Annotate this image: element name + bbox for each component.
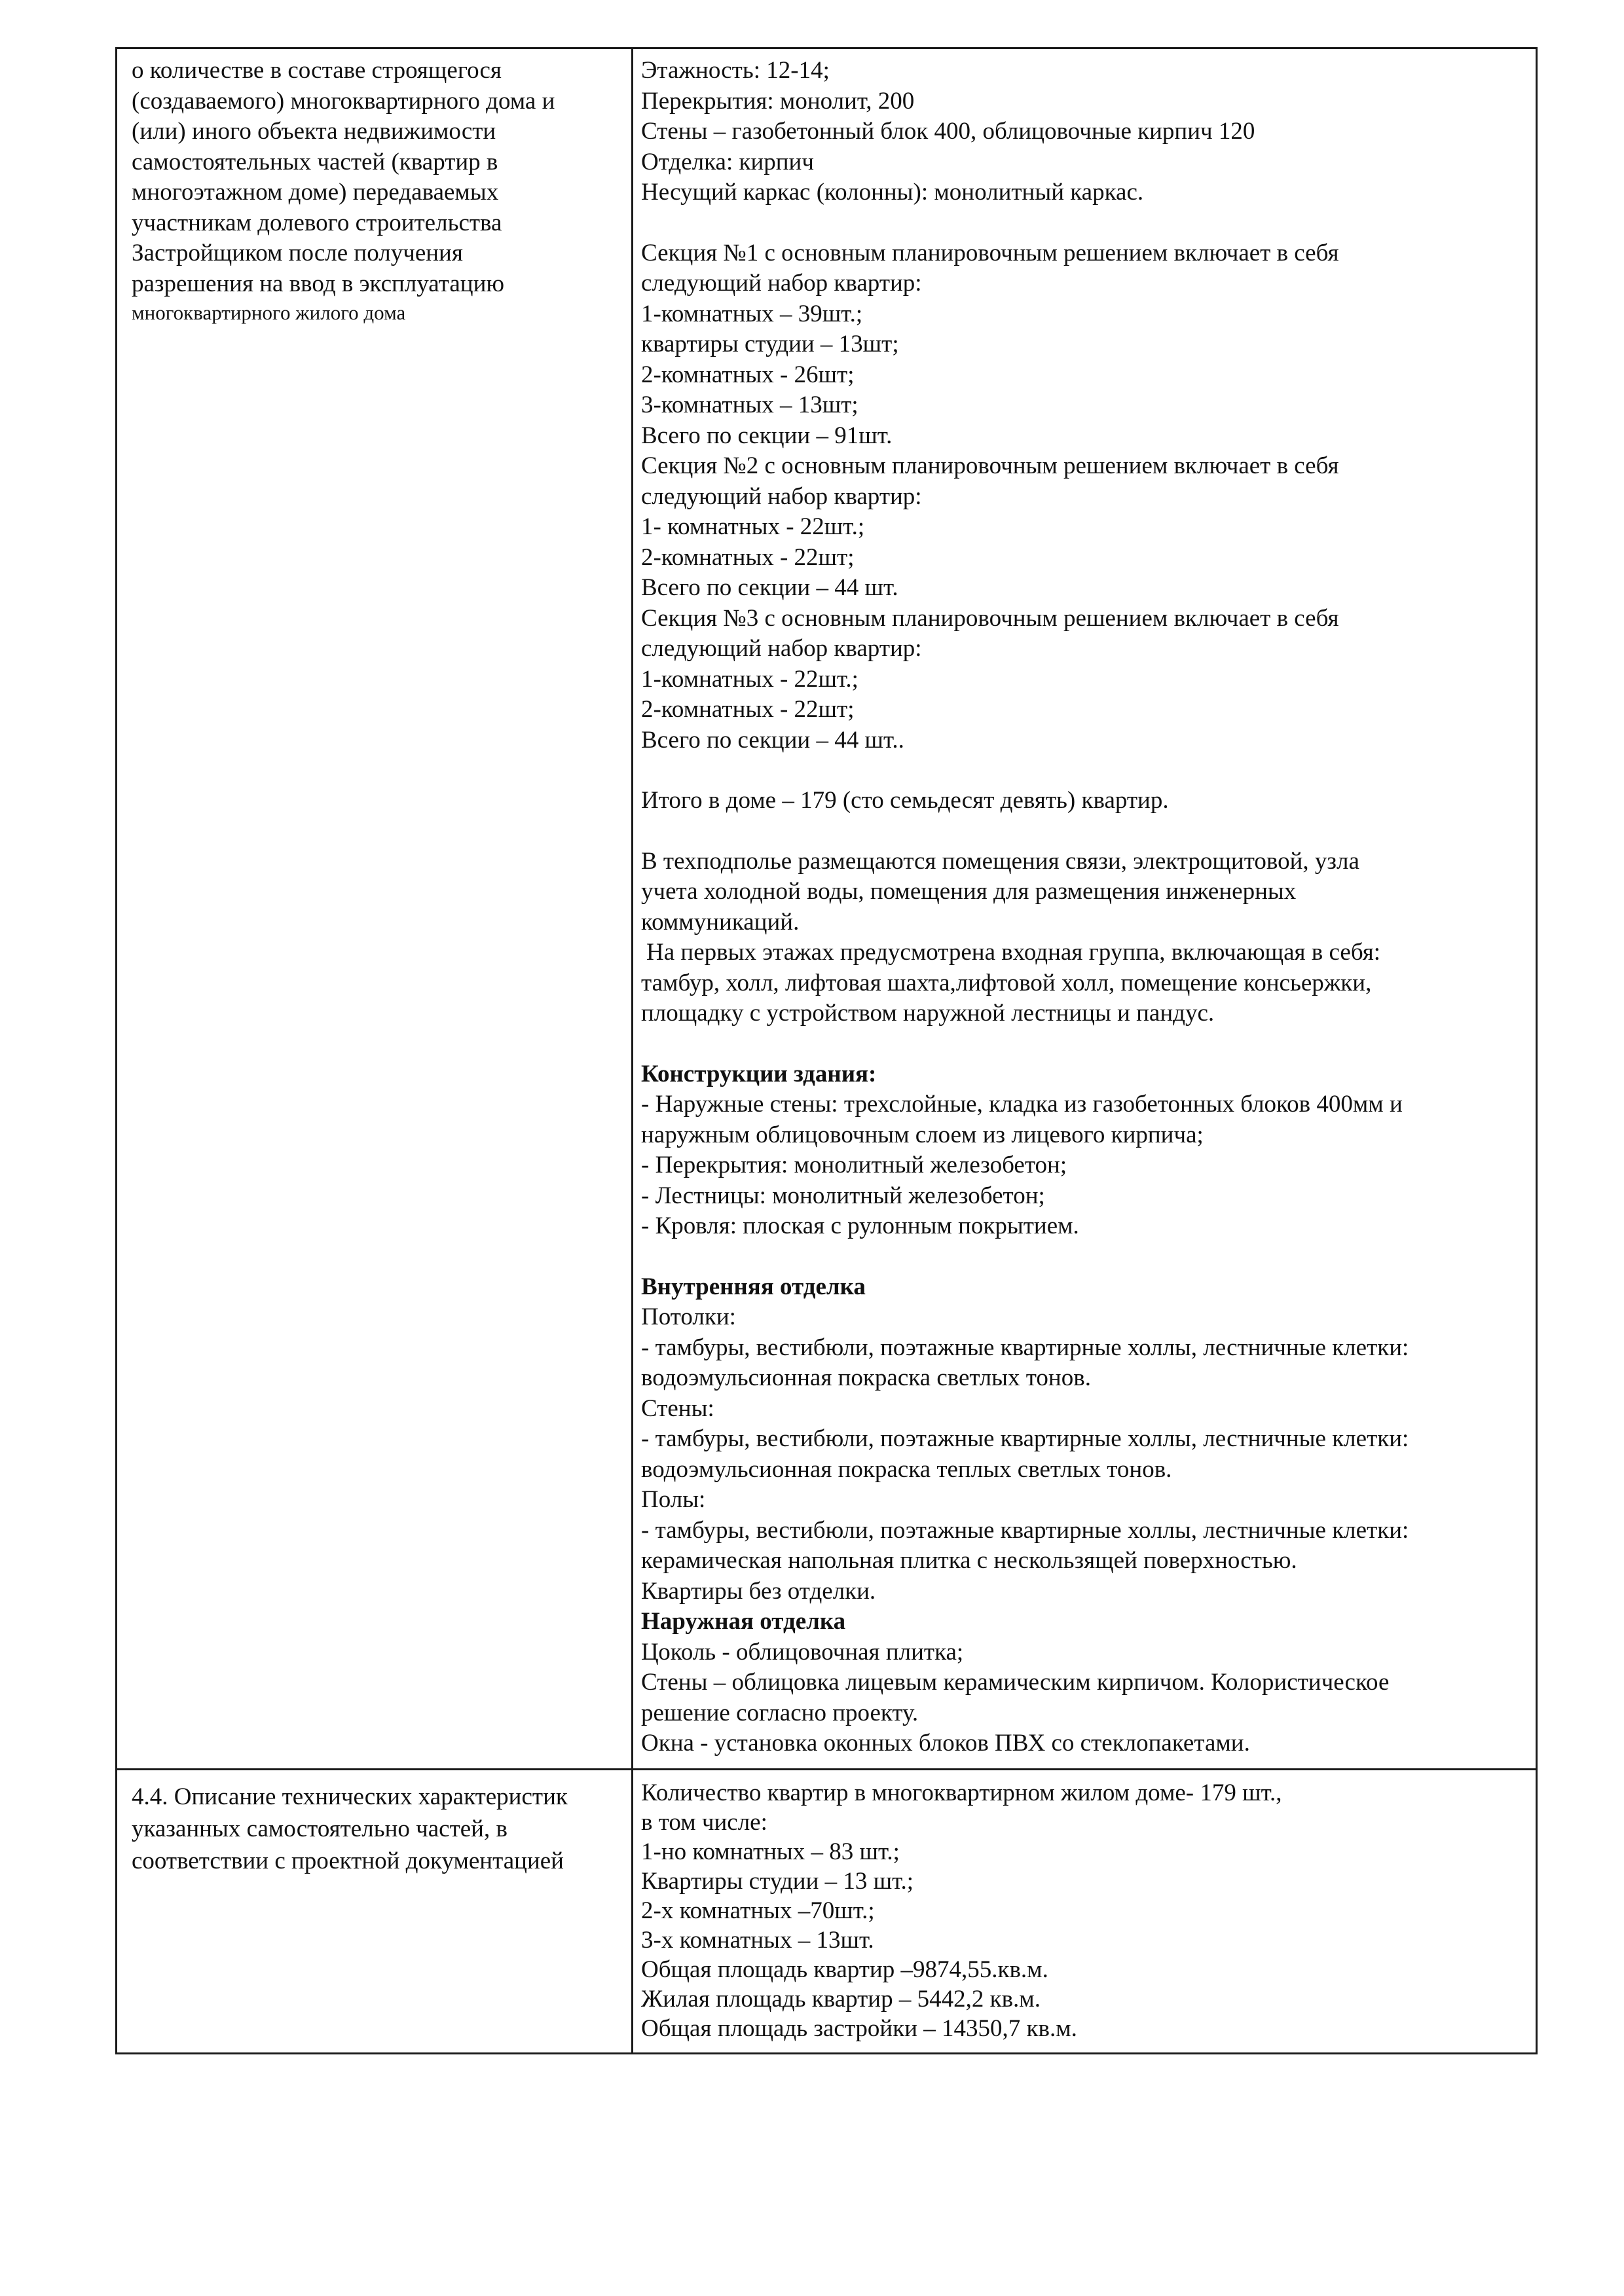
interior-line: водоэмульсионная покраска теплых светлых тонов.: [641, 1455, 1172, 1483]
interior-line: - тамбуры, вестибюли, поэтажные квартирные холлы, лестничные клетки:: [641, 1425, 1409, 1452]
section-line: квартиры студии – 13шт;: [641, 331, 899, 357]
section-line: 1- комнатных - 22шт.;: [641, 513, 865, 540]
row1-label-line: Застройщиком после получения: [132, 240, 463, 266]
premises-line: В техподполье размещаются помещения связи, электрощитовой, узла: [641, 847, 1359, 875]
interior-heading: Внутренняя отделка: [641, 1273, 866, 1300]
row2-label-cell: [117, 1769, 633, 2053]
interior-line: Полы:: [641, 1486, 706, 1513]
row1-label-line: о количестве в составе строящегося: [132, 57, 502, 84]
row1-label-line: многоэтажном доме) передаваемых: [132, 179, 499, 206]
info-table: [115, 47, 1538, 2054]
section-line: Секция №3 с основным планировочным решением включает в себя: [641, 604, 1339, 632]
interior-line: водоэмульсионная покраска светлых тонов.: [641, 1364, 1091, 1391]
section-line: Всего по секции – 44 шт..: [641, 726, 904, 754]
interior-line: Квартиры без отделки.: [641, 1577, 876, 1605]
constructions-heading: Конструкции здания:: [641, 1060, 877, 1087]
interior-line: Стены:: [641, 1394, 714, 1422]
section-line: следующий набор квартир:: [641, 483, 922, 510]
interior-line: керамическая напольная плитка с нескользящей поверхностью.: [641, 1547, 1297, 1574]
interior-line: Потолки:: [641, 1303, 736, 1330]
table-row: [117, 1769, 1537, 2053]
row1-label-cell: [117, 48, 633, 1770]
spec-line: Стены – газобетонный блок 400, облицовочные кирпич 120: [641, 118, 1255, 145]
section-line: Секция №1 с основным планировочным решением включает в себя: [641, 239, 1339, 266]
premises-line: коммуникаций.: [641, 908, 800, 936]
row2-label-line: 4.4. Описание технических характеристик: [132, 1783, 568, 1810]
section-line: 3-комнатных – 13шт;: [641, 392, 858, 418]
row1-label-line: участникам долевого строительства: [132, 209, 502, 236]
exterior-line: Цоколь - облицовочная плитка;: [641, 1638, 964, 1666]
section-line: 2-комнатных - 22шт;: [641, 696, 855, 723]
section-line: 2-комнатных - 26шт;: [641, 361, 855, 388]
row2-label-line: указанных самостоятельно частей, в: [132, 1815, 507, 1842]
section-line: Всего по секции – 44 шт.: [641, 574, 898, 601]
spec-line: Перекрытия: монолит, 200: [641, 87, 915, 115]
characteristics-line: Количество квартир в многоквартирном жилом доме- 179 шт.,: [641, 1779, 1282, 1806]
row1-label-line: разрешения на ввод в эксплуатацию: [132, 270, 505, 297]
interior-line: - тамбуры, вестибюли, поэтажные квартирные холлы, лестничные клетки:: [641, 1334, 1409, 1361]
section-line: 1-комнатных – 39шт.;: [641, 300, 863, 327]
exterior-line: Окна - установка оконных блоков ПВХ со стеклопакетами.: [641, 1730, 1250, 1757]
row1-label-line: (создаваемого) многоквартирного дома и: [132, 87, 555, 115]
characteristics-line: 3-х комнатных – 13шт.: [641, 1926, 874, 1954]
exterior-line: решение согласно проекту.: [641, 1699, 919, 1726]
spec-line: Отделка: кирпич: [641, 148, 814, 175]
table-row: [117, 48, 1537, 1770]
row1-content-cell: [633, 48, 1537, 1770]
total-apartments: Итого в доме – 179 (сто семьдесят девять) квартир.: [641, 787, 1169, 814]
characteristics-line: Квартиры студии – 13 шт.;: [641, 1867, 914, 1895]
construction-line: - Лестницы: монолитный железобетон;: [641, 1182, 1045, 1209]
characteristics-line: Общая площадь застройки – 14350,7 кв.м.: [641, 2014, 1077, 2042]
section-line: 2-комнатных - 22шт;: [641, 543, 855, 571]
section-line: 1-комнатных - 22шт.;: [641, 665, 858, 693]
construction-line: наружным облицовочным слоем из лицевого кирпича;: [641, 1121, 1204, 1148]
construction-line: - Перекрытия: монолитный железобетон;: [641, 1152, 1067, 1178]
premises-line: На первых этажах предусмотрена входная группа, включающая в себя:: [646, 939, 1381, 966]
section-line: следующий набор квартир:: [641, 270, 922, 297]
exterior-line: Стены – облицовка лицевым керамическим кирпичом. Колористическое: [641, 1669, 1390, 1696]
exterior-heading: Наружная отделка: [641, 1608, 846, 1635]
premises-line: тамбур, холл, лифтовая шахта,лифтовой холл, помещение консьержки,: [641, 969, 1372, 996]
characteristics-line: в том числе:: [641, 1808, 767, 1836]
row2-label-line: соответствии с проектной документацией: [132, 1847, 564, 1874]
characteristics-line: 1-но комнатных – 83 шт.;: [641, 1838, 900, 1865]
construction-line: - Наружные стены: трехслойные, кладка из газобетонных блоков 400мм и: [641, 1091, 1403, 1118]
characteristics-line: 2-х комнатных –70шт.;: [641, 1897, 875, 1924]
characteristics-line: Жилая площадь квартир – 5442,2 кв.м.: [641, 1985, 1041, 2013]
row1-label-line: многоквартирного жилого дома: [132, 301, 406, 324]
premises-line: учета холодной воды, помещения для размещения инженерных: [641, 878, 1297, 905]
section-line: следующий набор квартир:: [641, 635, 922, 662]
row1-label-line: (или) иного объекта недвижимости: [132, 118, 496, 145]
section-line: Секция №2 с основным планировочным решением включает в себя: [641, 452, 1339, 479]
interior-line: - тамбуры, вестибюли, поэтажные квартирные холлы, лестничные клетки:: [641, 1516, 1409, 1544]
row2-content-cell: [633, 1769, 1537, 2053]
construction-line: - Кровля: плоская с рулонным покрытием.: [641, 1212, 1079, 1239]
spec-line: Этажность: 12-14;: [641, 57, 830, 84]
premises-line: площадку с устройством наружной лестницы и пандус.: [641, 1000, 1215, 1027]
spec-line: Несущий каркас (колонны): монолитный каркас.: [641, 179, 1144, 206]
characteristics-line: Общая площадь квартир –9874,55.кв.м.: [641, 1956, 1048, 1983]
section-line: Всего по секции – 91шт.: [641, 422, 893, 449]
row1-label-line: самостоятельных частей (квартир в: [132, 148, 498, 175]
